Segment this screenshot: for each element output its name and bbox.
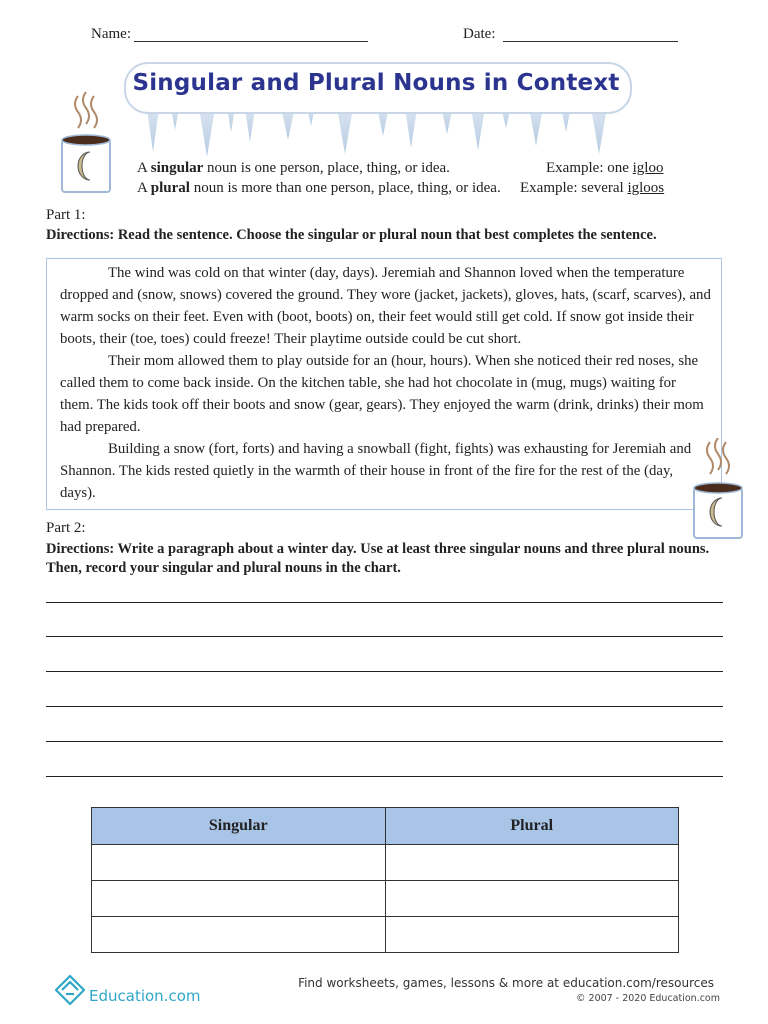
singular-cell[interactable]	[92, 845, 386, 881]
brand-name: Education.com	[89, 987, 201, 1005]
date-line[interactable]	[503, 41, 678, 42]
singular-cell[interactable]	[92, 881, 386, 917]
plural-example: Example: several igloos	[520, 180, 665, 196]
singular-definition: A singular noun is one person, place, thing, or idea.	[137, 160, 450, 176]
date-label: Date:	[463, 26, 496, 42]
plural-column-header: Plural	[385, 808, 679, 845]
part2-label: Part 2:	[46, 520, 86, 536]
writing-line[interactable]	[46, 706, 723, 707]
singular-column-header: Singular	[92, 808, 386, 845]
writing-line[interactable]	[46, 602, 723, 603]
education-logo-icon	[52, 970, 88, 1006]
noun-chart	[91, 807, 679, 953]
table-row	[92, 845, 679, 881]
passage-paragraph: Their mom allowed them to play outside for an (hour, hours). When she noticed their red noses, she called them to come back inside. On the kitchen table, she had hot chocolate in (mug, mugs) waiting for them. The kids took off their boots and snow (gear, gears). They enjoyed the warm (drink, drinks) their mom had prepared.	[60, 353, 704, 435]
writing-line[interactable]	[46, 776, 723, 777]
passage	[60, 262, 712, 504]
writing-line[interactable]	[46, 741, 723, 742]
singular-example: Example: one igloo	[546, 160, 664, 176]
steam-icon	[707, 438, 729, 474]
passage-paragraph: Building a snow (fort, forts) and having a snowball (fight, fights) was exhausting for Jeremiah and Shannon. The kids rested quietly in the warmth of their house in front of the fire for the rest of the (day, days).	[60, 441, 692, 501]
table-row	[92, 881, 679, 917]
hot-chocolate-mug-icon	[58, 90, 118, 200]
footer-copyright: © 2007 - 2020 Education.com	[576, 993, 720, 1004]
hot-chocolate-mug-icon	[690, 438, 750, 548]
plural-cell[interactable]	[385, 845, 679, 881]
writing-line[interactable]	[46, 636, 723, 637]
footer-tagline[interactable]: Find worksheets, games, lessons & more at education.com/resources	[298, 976, 714, 990]
name-line[interactable]	[134, 41, 368, 42]
plural-cell[interactable]	[385, 917, 679, 953]
writing-line[interactable]	[46, 671, 723, 672]
steam-icon	[75, 92, 97, 128]
passage-paragraph: The wind was cold on that winter (day, days). Jeremiah and Shannon loved when the temperature dropped and (snow, snows) covered the ground. They wore (jacket, jackets), gloves, hats, (scarf, scarves), and warm socks on their feet. Even with (boot, boots) on, their feet would still get cold. If snow got inside their boots, their (toe, toes) could freeze! Their playtime outside could be cut short.	[60, 265, 711, 347]
table-row	[92, 917, 679, 953]
plural-cell[interactable]	[385, 881, 679, 917]
part2-directions: Directions: Write a paragraph about a winter day. Use at least three singular nouns and three plural nouns. Then, record your singular and plural nouns in the chart.	[46, 541, 710, 576]
part1-label: Part 1:	[46, 207, 86, 223]
part1-directions: Directions: Read the sentence. Choose the singular or plural noun that best completes the sentence.	[46, 227, 657, 243]
singular-cell[interactable]	[92, 917, 386, 953]
name-label: Name:	[91, 26, 131, 42]
page-title: Singular and Plural Nouns in Context	[132, 70, 620, 96]
plural-definition: A plural noun is more than one person, place, thing, or idea.	[137, 180, 501, 196]
